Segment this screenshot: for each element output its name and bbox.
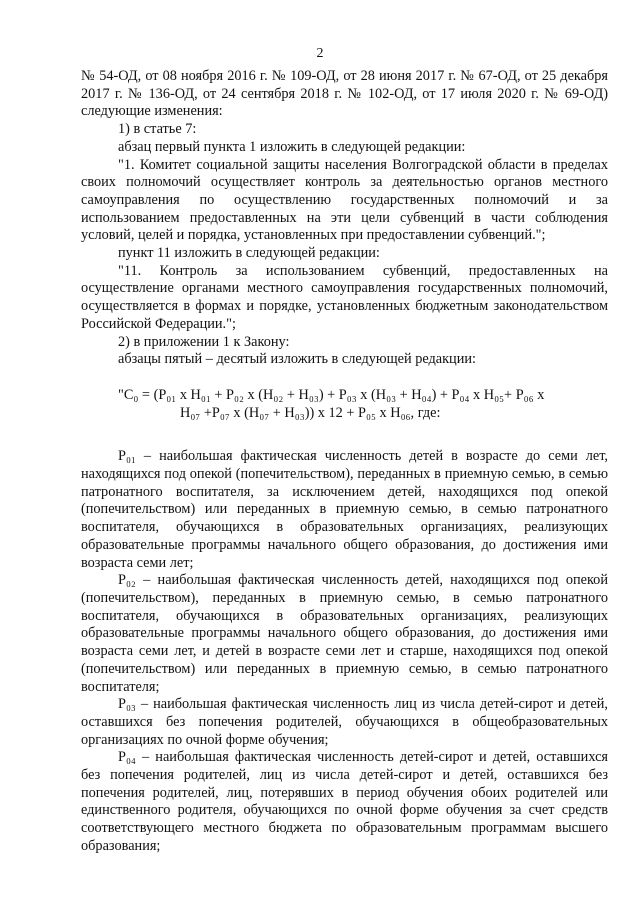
paragraph-instruction: абзац первый пункта 1 изложить в следующей редакции: xyxy=(118,138,466,155)
article-7-heading: 1) в статье 7: xyxy=(118,121,197,138)
definition-p02: P₀₂ – наибольшая фактическая численность детей, находящихся под опекой (попечительством), переданных в приемную семью, в семью патронатного воспитателя, обучающихся в образовательных организациях, реализующих образовательные программы начального общего образования, до достижения ими возраста семи лет, и детей в возрасте семи лет и старше, находящихся под опекой (попечительством) или переданных в приемную семью, в семью патронатного воспитателя; xyxy=(81,572,608,695)
definition-p01: P₀₁ – наибольшая фактическая численность детей в возрасте до семи лет, находящихся под опекой (попечительством), переданных в приемную семью, в семью патронатного воспитателя, за исключением детей, находящихся под опекой (попечительством) или переданных в приемную семью, в семью патронатного воспитателя, обучающихся в образовательных организациях, реализующих образовательные программы начального общего образования, до достижения ими возраста семи лет; xyxy=(81,448,608,571)
clause-11-instruction: пункт 11 изложить в следующей редакции: xyxy=(118,245,380,262)
paragraphs-instruction: абзацы пятый – десятый изложить в следующей редакции: xyxy=(118,351,476,368)
formula xyxy=(81,387,608,422)
intro-paragraph: № 54-ОД, от 08 ноября 2016 г. № 109-ОД, от 28 июня 2017 г. № 67-ОД, от 25 декабря 2017 г. № 136-ОД, от 24 сентября 2018 г. № 102-ОД, от 17 июля 2020 г. № 69-ОД) следующие изменения: xyxy=(81,68,608,120)
document-body xyxy=(81,68,608,856)
appendix-heading: 2) в приложении 1 к Закону: xyxy=(118,333,290,350)
amended-clause-11: "11. Контроль за использованием субвенций, предоставленных на осуществление органами местного самоуправления государственных полномочий, осуществляется в формах и порядке, установленных бюджетным законодательством Российской Федерации."; xyxy=(81,262,608,332)
formula-line-2: H₀₇ +P₀₇ x (H₀₇ + H₀₃)) x 12 + P₀₅ x H₀₆, где: xyxy=(180,404,441,421)
formula-line-1: "C₀ = (P₀₁ x H₀₁ + P₀₂ x (H₀₂ + H₀₃) + P₀₃ x (H₀₃ + H₀₄) + P₀₄ x H₀₅+ P₀₆ x xyxy=(118,386,545,403)
amended-clause-1: "1. Комитет социальной защиты населения Волгоградской области в пределах своих полномочий осуществляет контроль за деятельностью органов местного самоуправления по осуществлению государственных полномочий и за использованием предоставленных на эти цели субвенций в части соблюдения условий, целей и порядка, установленных при предоставлении субвенций."; xyxy=(81,156,608,244)
page-number: 2 xyxy=(316,46,324,61)
definition-p03: P₀₃ – наибольшая фактическая численность лиц из числа детей-сирот и детей, оставшихся без попечения родителей, обучающихся в общеобразовательных организациях по очной форме обучения; xyxy=(81,696,608,748)
definition-p04: P₀₄ – наибольшая фактическая численность детей-сирот и детей, оставшихся без попечения родителей, лиц из числа детей-сирот и детей, оставшихся без попечения родителей, лиц, потерявших в период обучения обоих родителей или единственного родителя, обучающихся по очной форме обучения за счет средств соответствующего местного бюджета по образовательным программам высшего образования; xyxy=(81,749,608,854)
